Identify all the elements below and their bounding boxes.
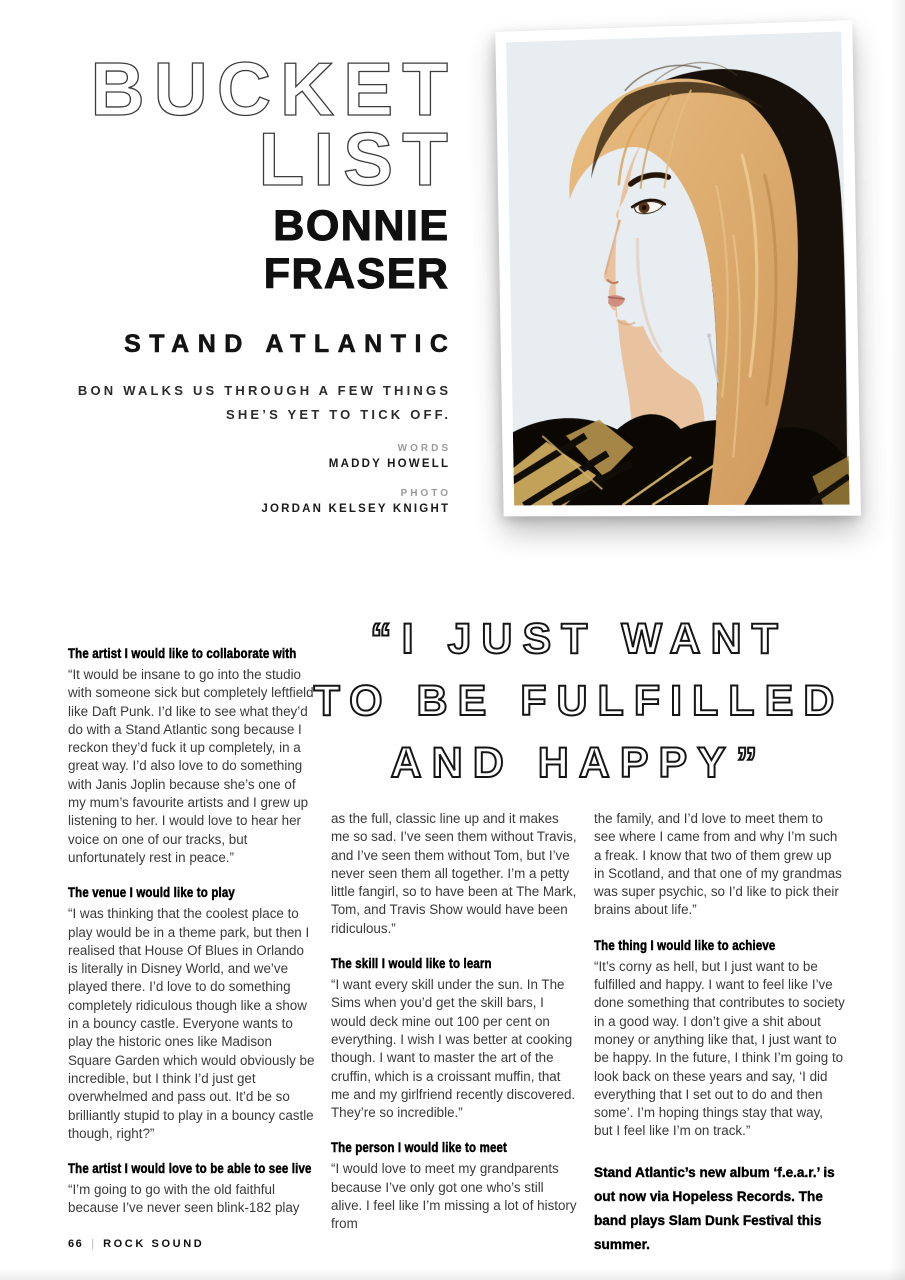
standfirst-line2: SHE’S YET TO TICK OFF. (225, 407, 452, 422)
pull-quote-line1: “I JUST WANT (370, 614, 788, 663)
section-body: “It would be insane to go into the studio with someone sick but completely leftfield like Daft Punk. I’d like to see what they’d do with a Stand Atlantic song because I reckon they’d fuck it up completely, in a great way. I’d also love to do something with Janis Joplin because she’s one of my mum’s favourite artists and I grew up listening to her. I would love to hear her voice on one of our tracks, but unfortunately rest in peace.” (68, 667, 314, 865)
artist-first-name: BONNIE (273, 202, 450, 250)
words-credit-name: MADDY HOWELL (328, 458, 451, 470)
pull-quote-line3: AND HAPPY” (390, 738, 768, 787)
section-heading: The person I would like to meet (331, 1139, 508, 1156)
page-edge-shading-bottom (0, 1268, 905, 1280)
section-skill (331, 955, 578, 1122)
standfirst (65, 379, 451, 427)
photo-credit (65, 487, 451, 517)
section-person (331, 1139, 578, 1233)
pull-quote (300, 608, 848, 794)
section-heading: The artist I would love to be able to see live (68, 1160, 312, 1177)
section-body: “It’s corny as hell, but I just want to be fulfilled and happy. I want to feel like I’ve done something that contributes to society in a good way. I don’t give a shit about money or anything like that, I just want to be happy. In the future, I think I’m going to look back on these years and say, ‘I did everything that I set out to do and then some’. I’m hoping things stay that way, but I feel like I’m on track.” (594, 958, 845, 1139)
section-body: “I’m going to go with the old faithful because I’ve never seen blink-182 play (68, 1182, 300, 1216)
page-edge-shading-right (889, 0, 905, 1280)
section-body: “I was thinking that the coolest place to play would be in a theme park, but then I realised that House Of Blues in Orlando is literally in Disney World, and we’ve played there. I’d love to do something completely ridiculous though like a show in a bouncy castle. Everyone wants to play the historic ones like Madison Square Garden which would obviously be incredible, but I think I’d just get overwhelmed and pass out. It’d be so brilliantly stupid to play in a bouncy castle though, right?” (68, 906, 315, 1141)
continuation-paragraph: as the full, classic line up and it makes me so sad. I’ve seen them without Travis, and I’ve seen them without Tom, but I’ve never seen them all together. I’m a petty little fangirl, so to have been at The Mark, Tom, and Travis Show would have been ridiculous.” (331, 811, 577, 936)
section-body: “I would love to meet my grandparents because I’ve only got one who’s still alive. I feel like I’m missing a lot of history from (331, 1161, 577, 1232)
album-promo-note: Stand Atlantic’s new album ‘f.e.a.r.’ is out now via Hopeless Records. The band plays Slam Dunk Festival this summer. (594, 1164, 835, 1252)
words-credit-label: WORDS (397, 443, 451, 454)
section-collaborate (68, 645, 315, 867)
section-achieve (594, 937, 845, 1141)
feature-title-line2: LIST (258, 117, 457, 201)
section-heading: The thing I would like to achieve (594, 936, 776, 953)
portrait-illustration (506, 32, 849, 506)
section-heading: The artist I would like to collaborate with (68, 645, 297, 661)
section-heading: The venue I would like to play (68, 884, 235, 901)
magazine-name: ROCK SOUND (103, 1238, 205, 1250)
section-heading: The skill I would like to learn (331, 955, 492, 972)
photo-credit-label: PHOTO (400, 488, 451, 499)
page-number: 66 (68, 1238, 84, 1250)
article-body (68, 608, 847, 1257)
continuation-paragraph: the family, and I’d love to meet them to see where I came from and why I’m such a freak. I know that two of them grew up in Scotland, and that one of my grandmas was super psychic, so I’d like to pick their brains about life.” (594, 811, 842, 918)
feature-title-line1: BUCKET (90, 47, 457, 131)
artist-photo-polaroid (495, 20, 861, 516)
artist-last-name: FRASER (263, 250, 450, 298)
section-venue (68, 884, 315, 1143)
photo-credit-name: JORDAN KELSEY KNIGHT (261, 503, 451, 515)
section-body: “I want every skill under the sun. In The Sims when you’d get the skill bars, I would deck mine out 100 per cent on everything. I wish I was better at cooking though. I want to master the art of the cruffin, which is a croissant muffin, that me and my girlfriend recently discovered. They’re so incredible.” (331, 977, 576, 1121)
standfirst-line1: BON WALKS US THROUGH A FEW THINGS (77, 383, 452, 398)
footer-separator: | (91, 1238, 96, 1250)
pull-quote-line2: TO BE FULFILLED (313, 676, 845, 725)
feature-header (65, 47, 457, 517)
words-credit (65, 442, 451, 472)
section-see-live (68, 1160, 315, 1218)
artist-name (65, 202, 448, 298)
band-name: STAND ATLANTIC (124, 330, 457, 358)
page-footer (68, 1238, 204, 1250)
article-column-1 (68, 608, 315, 1257)
